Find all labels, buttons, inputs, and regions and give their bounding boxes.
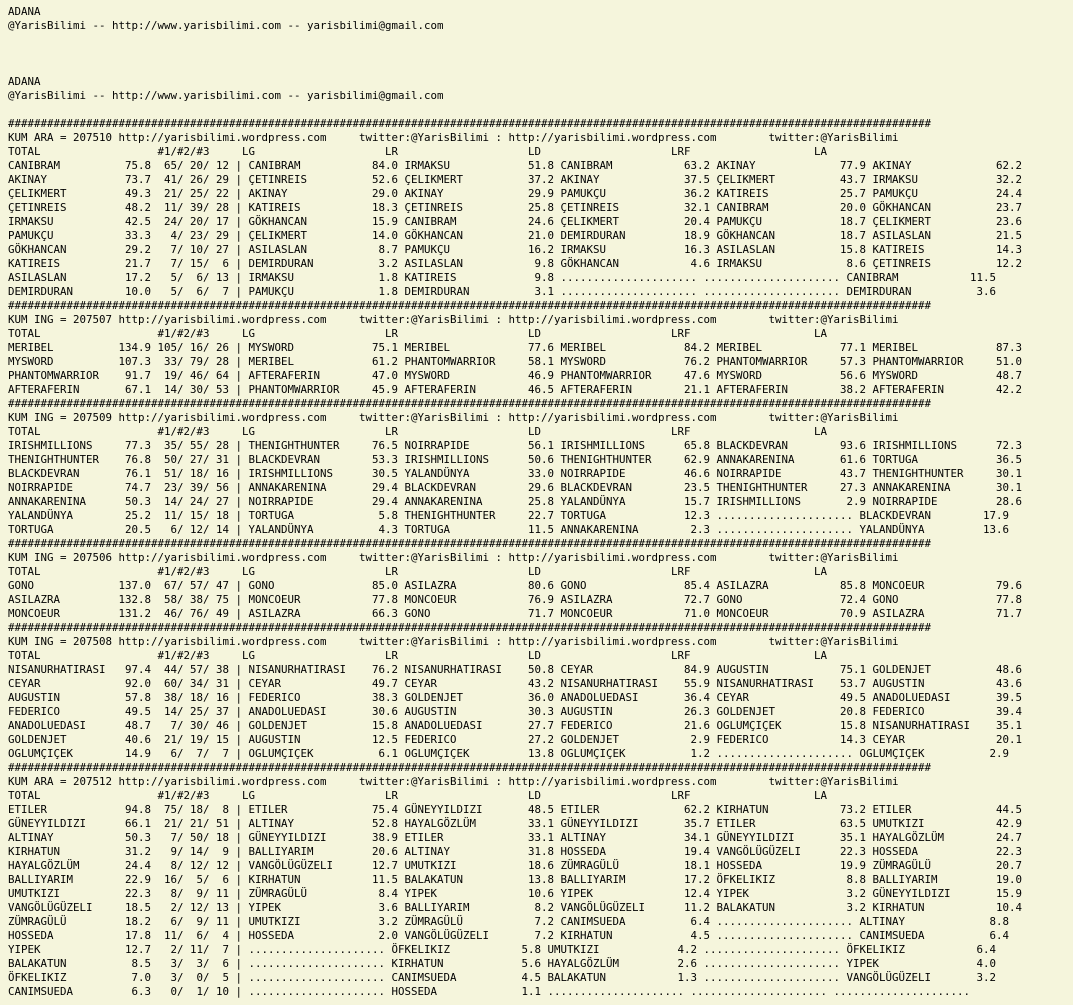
race-header: KUM ING = 207507 http://yarisbilimi.wordpress.com twitter:@YarisBilimi : http://yarisbilimi.wordpress.com twitter:@YarisBilimi xyxy=(8,313,899,326)
race-row: CEYAR 92.0 60/ 34/ 31 | CEYAR 49.7 CEYAR 43.2 NISANURHATIRASI 55.9 NISANURHATIRASI 53.7 AUGUSTIN 43.6 xyxy=(8,677,1023,690)
race-row: FEDERICO 49.5 14/ 25/ 37 | ANADOLUEDASI 30.6 AUGUSTIN 30.3 AUGUSTIN 26.3 GOLDENJET 20.8 FEDERICO 39.4 xyxy=(8,705,1023,718)
separator-line: ############################################################################################################################################## xyxy=(8,537,932,550)
race-row: ALTINAY 50.3 7/ 50/ 18 | GÜNEYYILDIZI 38.9 ETILER 33.1 ALTINAY 34.1 GÜNEYYILDIZI 35.1 HAYALGÖZLÜM 24.7 xyxy=(8,831,1023,844)
race-column-headers: TOTAL #1/#2/#3 LG LR LD LRF LA xyxy=(8,327,828,340)
race-row: ÇETINREIS 48.2 11/ 39/ 28 | KATIREIS 18.3 ÇETINREIS 25.8 ÇETINREIS 32.1 CANIBRAM 20.0 GÖKHANCAN 23.7 xyxy=(8,201,1023,214)
race-row: GOLDENJET 40.6 21/ 19/ 15 | AUGUSTIN 12.5 FEDERICO 27.2 GOLDENJET 2.9 FEDERICO 14.3 CEYAR 20.1 xyxy=(8,733,1023,746)
race-row: CANIMSUEDA 6.3 0/ 1/ 10 | ..................... HOSSEDA 1.1 ..................... ..................... ..................... xyxy=(8,985,971,998)
race-column-headers: TOTAL #1/#2/#3 LG LR LD LRF LA xyxy=(8,649,828,662)
race-row: CANIBRAM 75.8 65/ 20/ 12 | CANIBRAM 84.0 IRMAKSU 51.8 CANIBRAM 63.2 AKINAY 77.9 AKINAY 62.2 xyxy=(8,159,1023,172)
race-row: ASILAZRA 132.8 58/ 38/ 75 | MONCOEUR 77.8 MONCOEUR 76.9 ASILAZRA 72.7 GONO 72.4 GONO 77.8 xyxy=(8,593,1023,606)
race-header: KUM ING = 207506 http://yarisbilimi.wordpress.com twitter:@YarisBilimi : http://yarisbilimi.wordpress.com twitter:@YarisBilimi xyxy=(8,551,899,564)
race-row: IRISHMILLIONS 77.3 35/ 55/ 28 | THENIGHTHUNTER 76.5 NOIRRAPIDE 56.1 IRISHMILLIONS 65.8 BLACKDEVRAN 93.6 IRISHMILLIONS 72.3 xyxy=(8,439,1023,452)
blank-line xyxy=(8,47,1073,61)
content-title: ADANA xyxy=(8,75,41,88)
race-row: BALLIYARIM 22.9 16/ 5/ 6 | KIRHATUN 11.5 BALAKATUN 13.8 BALLIYARIM 17.2 ÖFKELIKIZ 8.8 BALLIYARIM 19.0 xyxy=(8,873,1023,886)
race-header: KUM ING = 207508 http://yarisbilimi.wordpress.com twitter:@YarisBilimi : http://yarisbilimi.wordpress.com twitter:@YarisBilimi xyxy=(8,635,899,648)
race-row: TORTUGA 20.5 6/ 12/ 14 | YALANDÜNYA 4.3 TORTUGA 11.5 ANNAKARENINA 2.3 ..................... YALANDÜNYA 13.6 xyxy=(8,523,1010,536)
race-row: AUGUSTIN 57.8 38/ 18/ 16 | FEDERICO 38.3 GOLDENJET 36.0 ANADOLUEDASI 36.4 CEYAR 49.5 ANADOLUEDASI 39.5 xyxy=(8,691,1023,704)
race-row: HAYALGÖZLÜM 24.4 8/ 12/ 12 | VANGÖLÜGÜZELI 12.7 UMUTKIZI 18.6 ZÜMRAGÜLÜ 18.1 HOSSEDA 19.9 ZÜMRAGÜLÜ 20.7 xyxy=(8,859,1023,872)
race-row: BALAKATUN 8.5 3/ 3/ 6 | ..................... KIRHATUN 5.6 HAYALGÖZLÜM 2.6 ..................... YIPEK 4.0 xyxy=(8,957,997,970)
separator-line: ############################################################################################################################################## xyxy=(8,299,932,312)
race-column-headers: TOTAL #1/#2/#3 LG LR LD LRF LA xyxy=(8,789,828,802)
race-row: YIPEK 12.7 2/ 11/ 7 | ..................... ÖFKELIKIZ 5.8 UMUTKIZI 4.2 ..................... ÖFKELIKIZ 6.4 xyxy=(8,943,997,956)
race-row: AKINAY 73.7 41/ 26/ 29 | ÇETINREIS 52.6 ÇELIKMERT 37.2 AKINAY 37.5 ÇELIKMERT 43.7 IRMAKSU 32.2 xyxy=(8,173,1023,186)
separator-line: ############################################################################################################################################## xyxy=(8,621,932,634)
race-row: KIRHATUN 31.2 9/ 14/ 9 | BALLIYARIM 20.6 ALTINAY 31.8 HOSSEDA 19.4 VANGÖLÜGÜZELI 22.3 HOSSEDA 22.3 xyxy=(8,845,1023,858)
race-row: GÖKHANCAN 29.2 7/ 10/ 27 | ASILASLAN 8.7 PAMUKÇU 16.2 IRMAKSU 16.3 ASILASLAN 15.8 KATIREIS 14.3 xyxy=(8,243,1023,256)
race-row: AFTERAFERIN 67.1 14/ 30/ 53 | PHANTOMWARRIOR 45.9 AFTERAFERIN 46.5 AFTERAFERIN 21.1 AFTERAFERIN 38.2 AFTERAFERIN 42.2 xyxy=(8,383,1023,396)
blank-line xyxy=(8,103,1073,117)
header-title: ADANA xyxy=(8,5,41,18)
race-row: VANGÖLÜGÜZELI 18.5 2/ 12/ 13 | YIPEK 3.6 BALLIYARIM 8.2 VANGÖLÜGÜZELI 11.2 BALAKATUN 3.2 KIRHATUN 10.4 xyxy=(8,901,1023,914)
race-row: NOIRRAPIDE 74.7 23/ 39/ 56 | ANNAKARENINA 29.4 BLACKDEVRAN 29.6 BLACKDEVRAN 23.5 THENIGHTHUNTER 27.3 ANNAKARENINA 30.1 xyxy=(8,481,1023,494)
separator-line: ############################################################################################################################################## xyxy=(8,397,932,410)
race-row: THENIGHTHUNTER 76.8 50/ 27/ 31 | BLACKDEVRAN 53.3 IRISHMILLIONS 50.6 THENIGHTHUNTER 62.9 ANNAKARENINA 61.6 TORTUGA 36.5 xyxy=(8,453,1023,466)
race-row: IRMAKSU 42.5 24/ 20/ 17 | GÖKHANCAN 15.9 CANIBRAM 24.6 ÇELIKMERT 20.4 PAMUKÇU 18.7 ÇELIKMERT 23.6 xyxy=(8,215,1023,228)
race-row: ANNAKARENINA 50.3 14/ 24/ 27 | NOIRRAPIDE 29.4 ANNAKARENINA 25.8 YALANDÜNYA 15.7 IRISHMILLIONS 2.9 NOIRRAPIDE 28.6 xyxy=(8,495,1023,508)
blank-line xyxy=(8,33,1073,47)
race-row: MYSWORD 107.3 33/ 79/ 28 | MERIBEL 61.2 PHANTOMWARRIOR 58.1 MYSWORD 76.2 PHANTOMWARRIOR 57.3 PHANTOMWARRIOR 51.0 xyxy=(8,355,1023,368)
race-row: MERIBEL 134.9 105/ 16/ 26 | MYSWORD 75.1 MERIBEL 77.6 MERIBEL 84.2 MERIBEL 77.1 MERIBEL 87.3 xyxy=(8,341,1023,354)
race-header: KUM ING = 207509 http://yarisbilimi.wordpress.com twitter:@YarisBilimi : http://yarisbilimi.wordpress.com twitter:@YarisBilimi xyxy=(8,411,899,424)
race-row: MONCOEUR 131.2 46/ 76/ 49 | ASILAZRA 66.3 GONO 71.7 MONCOEUR 71.0 MONCOEUR 70.9 ASILAZRA 71.7 xyxy=(8,607,1023,620)
race-header: KUM ARA = 207512 http://yarisbilimi.wordpress.com twitter:@YarisBilimi : http://yarisbilimi.wordpress.com twitter:@YarisBilimi xyxy=(8,775,899,788)
race-row: ZÜMRAGÜLÜ 18.2 6/ 9/ 11 | UMUTKIZI 3.2 ZÜMRAGÜLÜ 7.2 CANIMSUEDA 6.4 ..................... ALTINAY 8.8 xyxy=(8,915,1010,928)
separator-line: ############################################################################################################################################## xyxy=(8,117,932,130)
separator-line: ############################################################################################################################################## xyxy=(8,761,932,774)
blank-line xyxy=(8,61,1073,75)
race-column-headers: TOTAL #1/#2/#3 LG LR LD LRF LA xyxy=(8,425,828,438)
race-row: ÇELIKMERT 49.3 21/ 25/ 22 | AKINAY 29.0 AKINAY 29.9 PAMUKÇU 36.2 KATIREIS 25.7 PAMUKÇU 24.4 xyxy=(8,187,1023,200)
race-column-headers: TOTAL #1/#2/#3 LG LR LD LRF LA xyxy=(8,565,828,578)
race-row: NISANURHATIRASI 97.4 44/ 57/ 38 | NISANURHATIRASI 76.2 NISANURHATIRASI 50.8 CEYAR 84.9 AUGUSTIN 75.1 GOLDENJET 48.6 xyxy=(8,663,1023,676)
content-contact: @YarisBilimi -- http://www.yarisbilimi.com -- yarisbilimi@gmail.com xyxy=(8,89,444,102)
header-contact: @YarisBilimi -- http://www.yarisbilimi.com -- yarisbilimi@gmail.com xyxy=(8,19,444,32)
race-row: PAMUKÇU 33.3 4/ 23/ 29 | ÇELIKMERT 14.0 GÖKHANCAN 21.0 DEMIRDURAN 18.9 GÖKHANCAN 18.7 ASILASLAN 21.5 xyxy=(8,229,1023,242)
race-row: ÖFKELIKIZ 7.0 3/ 0/ 5 | ..................... CANIMSUEDA 4.5 BALAKATUN 1.3 ..................... VANGÖLÜGÜZELI 3.2 xyxy=(8,971,997,984)
race-column-headers: TOTAL #1/#2/#3 LG LR LD LRF LA xyxy=(8,145,828,158)
race-row: ASILASLAN 17.2 5/ 6/ 13 | IRMAKSU 1.8 KATIREIS 9.8 ..................... ..................... CANIBRAM 11.5 xyxy=(8,271,997,284)
race-row: GÜNEYYILDIZI 66.1 21/ 21/ 51 | ALTINAY 52.8 HAYALGÖZLÜM 33.1 GÜNEYYILDIZI 35.7 ETILER 63.5 UMUTKIZI 42.9 xyxy=(8,817,1023,830)
race-row: OGLUMÇIÇEK 14.9 6/ 7/ 7 | OGLUMÇIÇEK 6.1 OGLUMÇIÇEK 13.8 OGLUMÇIÇEK 1.2 ..................... OGLUMÇIÇEK 2.9 xyxy=(8,747,1010,760)
race-row: ETILER 94.8 75/ 18/ 8 | ETILER 75.4 GÜNEYYILDIZI 48.5 ETILER 62.2 KIRHATUN 73.2 ETILER 44.5 xyxy=(8,803,1023,816)
race-row: KATIREIS 21.7 7/ 15/ 6 | DEMIRDURAN 3.2 ASILASLAN 9.8 GÖKHANCAN 4.6 IRMAKSU 8.6 ÇETINREIS 12.2 xyxy=(8,257,1023,270)
race-row: GONO 137.0 67/ 57/ 47 | GONO 85.0 ASILAZRA 80.6 GONO 85.4 ASILAZRA 85.8 MONCOEUR 79.6 xyxy=(8,579,1023,592)
race-row: PHANTOMWARRIOR 91.7 19/ 46/ 64 | AFTERAFERIN 47.0 MYSWORD 46.9 PHANTOMWARRIOR 47.6 MYSWORD 56.6 MYSWORD 48.7 xyxy=(8,369,1023,382)
race-row: HOSSEDA 17.8 11/ 6/ 4 | HOSSEDA 2.0 VANGÖLÜGÜZELI 7.2 KIRHATUN 4.5 ..................... CANIMSUEDA 6.4 xyxy=(8,929,1010,942)
race-row: DEMIRDURAN 10.0 5/ 6/ 7 | PAMUKÇU 1.8 DEMIRDURAN 3.1 ..................... ..................... DEMIRDURAN 3.6 xyxy=(8,285,997,298)
race-row: BLACKDEVRAN 76.1 51/ 18/ 16 | IRISHMILLIONS 30.5 YALANDÜNYA 33.0 NOIRRAPIDE 46.6 NOIRRAPIDE 43.7 THENIGHTHUNTER 30.1 xyxy=(8,467,1023,480)
race-row: YALANDÜNYA 25.2 11/ 15/ 18 | TORTUGA 5.8 THENIGHTHUNTER 22.7 TORTUGA 12.3 ..................... BLACKDEVRAN 17.9 xyxy=(8,509,1010,522)
race-row: UMUTKIZI 22.3 8/ 9/ 11 | ZÜMRAGÜLÜ 8.4 YIPEK 10.6 YIPEK 12.4 YIPEK 3.2 GÜNEYYILDIZI 15.9 xyxy=(8,887,1023,900)
race-header: KUM ARA = 207510 http://yarisbilimi.wordpress.com twitter:@YarisBilimi : http://yarisbilimi.wordpress.com twitter:@YarisBilimi xyxy=(8,131,899,144)
race-row: ANADOLUEDASI 48.7 7/ 30/ 46 | GOLDENJET 15.8 ANADOLUEDASI 27.7 FEDERICO 21.6 OGLUMÇIÇEK 15.8 NISANURHATIRASI 35.1 xyxy=(8,719,1023,732)
